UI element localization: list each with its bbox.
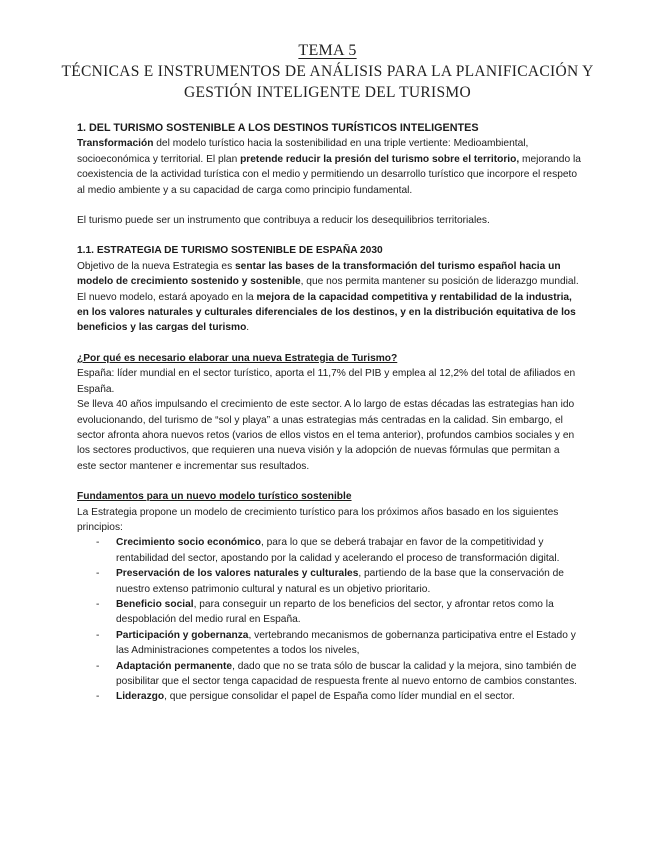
- dash-bullet: -: [96, 537, 100, 549]
- why-paragraph-2: Se lleva 40 años impulsando el crecimiento de este sector. A lo largo de estas décadas las estrategias han ido evolucionando, del turismo de “sol y playa” a unas estrategias más centradas en la calidad. Sin embargo, el sector afronta ahora nuevos retos (varios de ellos vistos en el tema anterior), profundos cambios sociales y en los sectores productivos, que requieren una nueva visión y la adopción de nuevas fórmulas que permitan a este sector mantener e incrementar sus resultados.: [77, 399, 575, 472]
- list-item: [77, 628, 581, 659]
- why-heading: ¿Por qué es necesario elaborar una nueva Estrategia de Turismo?: [77, 352, 398, 364]
- section-1-1-paragraph: [77, 259, 581, 336]
- list-item: [77, 566, 581, 597]
- dash-bullet: -: [96, 660, 100, 672]
- bold-text: Adaptación permanente: [116, 660, 233, 672]
- section-1-paragraph-2: El turismo puede ser un instrumento que contribuya a reducir los desequilibrios territoriales.: [77, 215, 490, 227]
- principles-list: [77, 535, 581, 704]
- bold-text: sentar las bases de la transformación del turismo español hacia un modelo de crecimiento sostenido y sostenible: [77, 260, 561, 288]
- text: , que nos permita mantener su posición de liderazgo mundial. El nuevo modelo, estará apoyado en la: [77, 276, 579, 303]
- list-item: [77, 659, 581, 690]
- fundamentos-heading: Fundamentos para un nuevo modelo turístico sostenible: [77, 491, 352, 503]
- list-item: [77, 689, 581, 704]
- text: , partiendo de la base que la conservación de nuestro extenso patrimonio cultural y natural es un objetivo prioritario.: [116, 568, 564, 595]
- topic-title-line-2: GESTIÓN INTELIGENTE DEL TURISMO: [184, 84, 471, 101]
- text: mejorando la coexistencia de la actividad turística con el medio y permitiendo un desarrollo turístico que incorpore el respeto al medio ambiente y a su capacidad de carga como principio fundamental.: [77, 153, 581, 196]
- topic-title-line-1: TÉCNICAS E INSTRUMENTOS DE ANÁLISIS PARA LA PLANIFICACIÓN Y: [61, 63, 594, 80]
- bold-text: Participación y gobernanza: [116, 629, 249, 641]
- text: , que persigue consolidar el papel de España como líder mundial en el sector.: [164, 691, 515, 703]
- bold-text: Beneficio social: [116, 598, 194, 610]
- text: , para conseguir un reparto de los beneficios del sector, y afrontar retos como la despoblación del medio rural en España.: [116, 598, 554, 626]
- text: , dado que no se trata sólo de buscar la calidad y la mejora, sino también de posibilitar que el sector tenga capacidad de respuesta frente al nuevo entorno de cambios constantes.: [116, 660, 577, 687]
- why-paragraph-1: España: líder mundial en el sector turístico, aporta el 11,7% del PIB y emplea al 12,2% del total de afiliados en España.: [77, 368, 576, 395]
- text: .: [246, 322, 250, 334]
- dash-bullet: -: [96, 629, 100, 641]
- section-1-paragraph-1: [77, 136, 581, 198]
- document-body: [77, 121, 581, 705]
- topic-number: TEMA 5: [298, 42, 357, 59]
- bold-text: Liderazgo: [116, 691, 165, 703]
- title-block: [0, 40, 655, 103]
- bold-text: pretende reducir la presión del turismo sobre el territorio,: [240, 153, 520, 165]
- fundamentos-intro: La Estrategia propone un modelo de crecimiento turístico para los próximos años basado en los siguientes principios:: [77, 506, 559, 533]
- text: , para lo que se deberá trabajar en favor de la competitividad y rentabilidad del sector, apostando por la calidad y acelerando el proceso de transformación digital.: [116, 537, 560, 564]
- bold-text: Transformación: [77, 138, 154, 150]
- bold-text: mejora de la capacidad competitiva y rentabilidad de la industria, en los valores naturales y culturales diferenciales de los destinos, y en la distribución equitativa de los beneficios y las cargas del turismo: [77, 291, 576, 334]
- dash-bullet: -: [96, 568, 100, 580]
- section-1-1-heading: 1.1. ESTRATEGIA DE TURISMO SOSTENIBLE DE ESPAÑA 2030: [77, 245, 383, 257]
- section-1-heading: 1. DEL TURISMO SOSTENIBLE A LOS DESTINOS TURÍSTICOS INTELIGENTES: [77, 122, 479, 134]
- bold-text: Preservación de los valores naturales y culturales: [116, 568, 359, 580]
- text: del modelo turístico hacia la sostenibilidad en una triple vertiente: Medioambiental, socioeconómica y territorial. El plan: [77, 138, 529, 165]
- bold-text: Crecimiento socio económico: [116, 537, 261, 549]
- list-item: [77, 535, 581, 566]
- text: , vertebrando mecanismos de gobernanza participativa entre el Estado y las Administraciones competentes a todos los niveles,: [116, 629, 576, 657]
- list-item: [77, 597, 581, 628]
- text: Objetivo de la nueva Estrategia es: [77, 260, 236, 272]
- dash-bullet: -: [96, 598, 100, 610]
- dash-bullet: -: [96, 691, 100, 703]
